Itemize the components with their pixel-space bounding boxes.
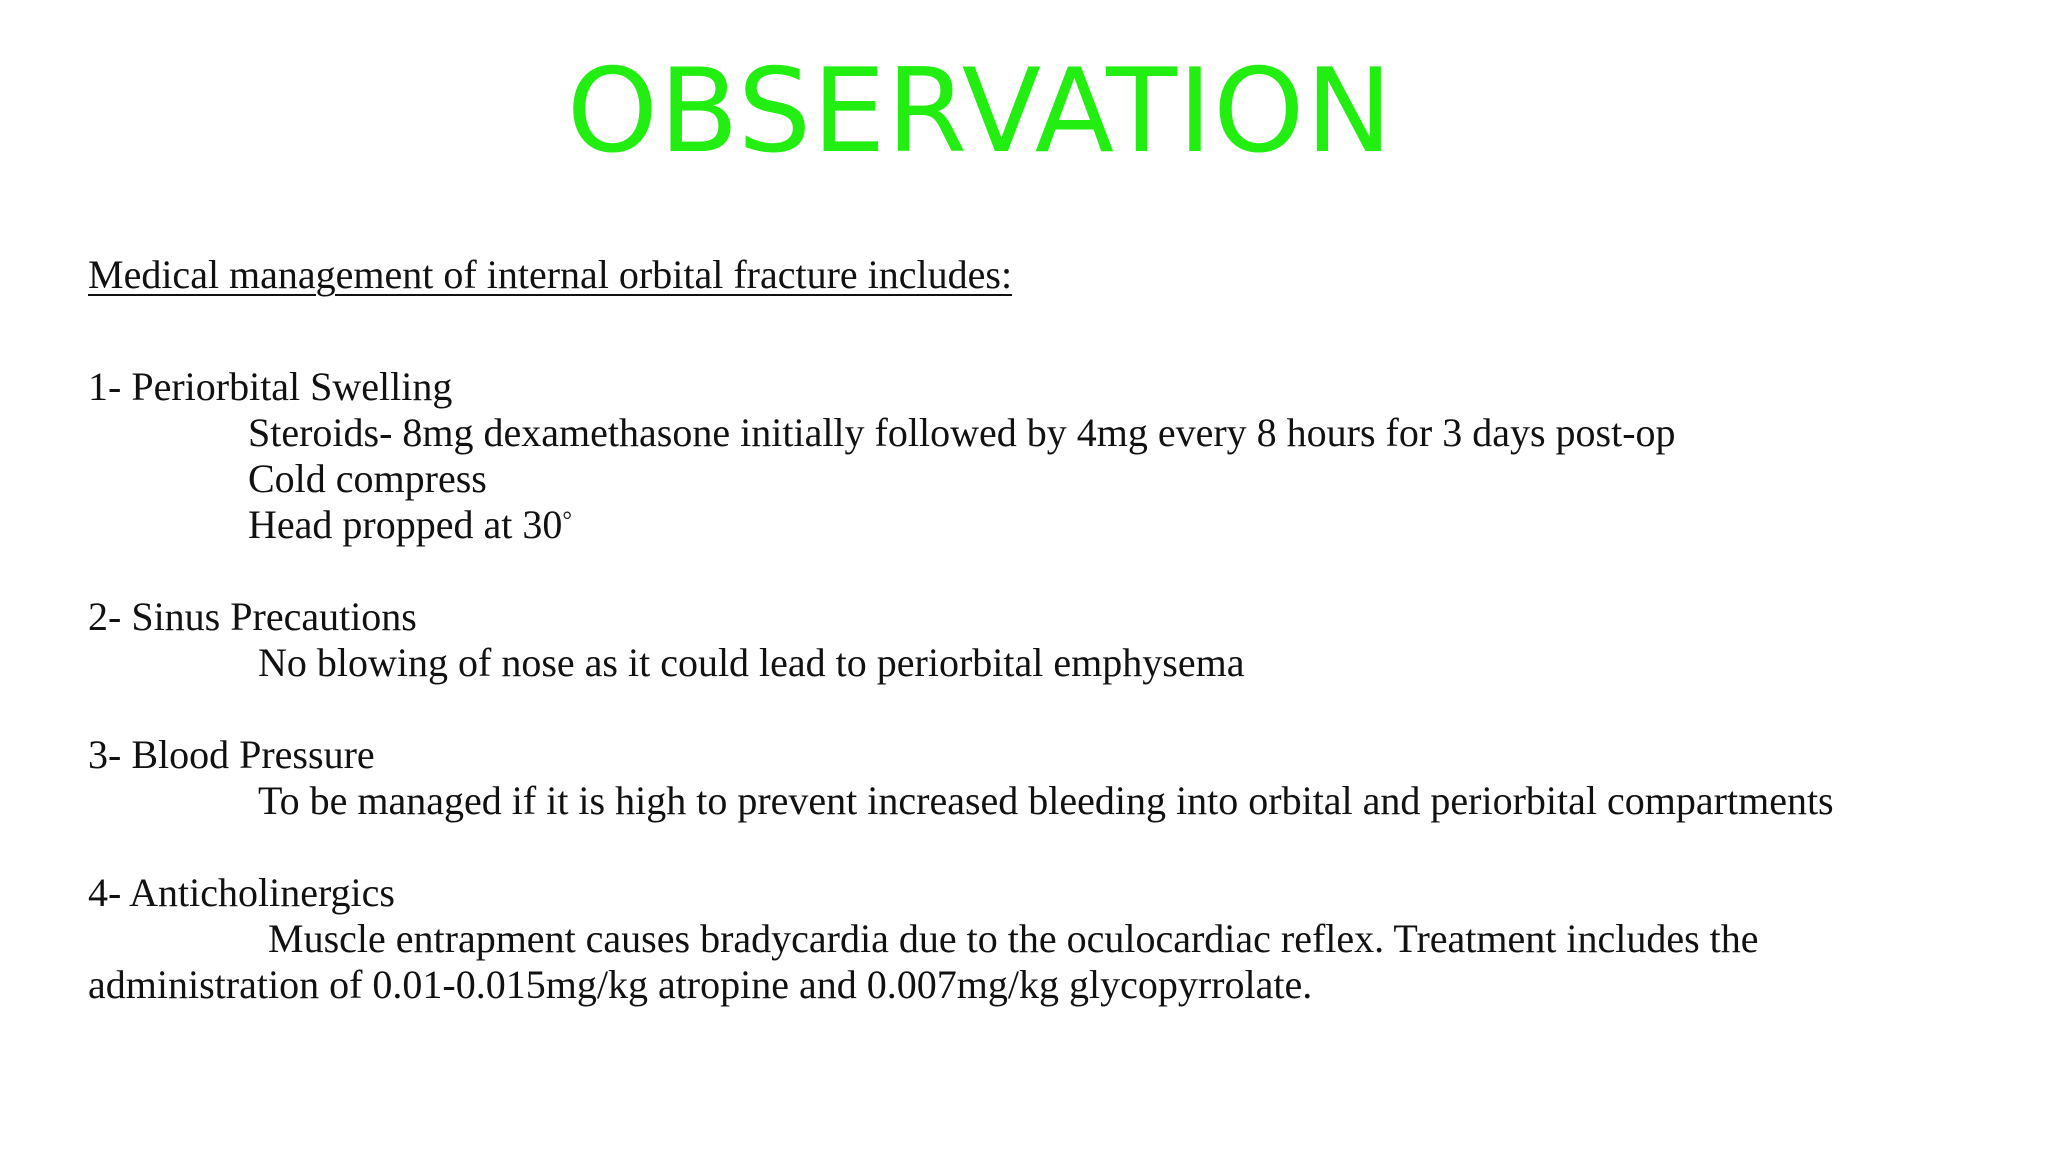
item-heading: 4- Anticholinergics bbox=[88, 870, 395, 915]
item-detail-head-propped bbox=[88, 502, 1988, 548]
head-propped-text: Head propped at 30 bbox=[248, 502, 563, 547]
list-item-blood-pressure bbox=[88, 732, 1988, 824]
section-subtitle: Medical management of internal orbital fracture includes: bbox=[88, 252, 1013, 297]
item-detail-steroids: Steroids- 8mg dexamethasone initially followed by 4mg every 8 hours for 3 days post-op bbox=[248, 410, 1676, 455]
list-item-sinus-precautions bbox=[88, 594, 1988, 686]
item-heading: 1- Periorbital Swelling bbox=[88, 364, 453, 409]
item-detail-managed: To be managed if it is high to prevent increased bleeding into orbital and periorbital compartments bbox=[258, 778, 1834, 823]
item-detail-cold-compress: Cold compress bbox=[248, 456, 487, 501]
management-list bbox=[88, 364, 1988, 1008]
degree-symbol: ° bbox=[562, 508, 572, 534]
list-item-periorbital-swelling bbox=[88, 364, 1988, 548]
item-heading: 2- Sinus Precautions bbox=[88, 594, 417, 639]
item-detail-no-blowing: No blowing of nose as it could lead to periorbital emphysema bbox=[258, 640, 1245, 685]
item-heading: 3- Blood Pressure bbox=[88, 732, 375, 777]
list-item-anticholinergics bbox=[88, 870, 1988, 1008]
slide-content bbox=[88, 250, 1988, 1008]
slide-title: OBSERVATION bbox=[566, 44, 1394, 179]
item-detail-muscle-entrapment: Muscle entrapment causes bradycardia due to the oculocardiac reflex. Treatment includes the administration of 0.01-0.015mg/kg atropine and 0.007mg/kg glycopyrrolate. bbox=[88, 916, 1759, 1007]
